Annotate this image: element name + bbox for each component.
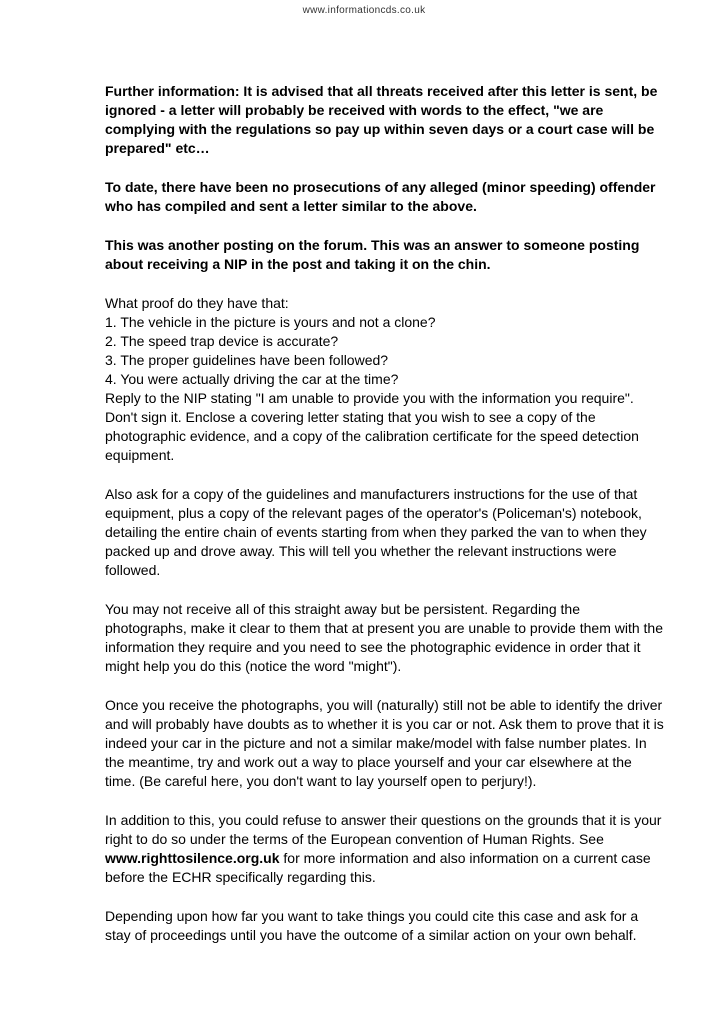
righttosilence-link[interactable]: www.righttosilence.org.uk	[105, 850, 280, 866]
reply-instructions: Reply to the NIP stating "I am unable to provide you with the information you require". Don't sign it. Enclose a covering letter stating that you wish to see a copy of the photographic evidence, and a copy of the calibration certificate for the speed detection equipment.	[105, 390, 639, 463]
list-item: 2. The speed trap device is accurate?	[105, 333, 339, 349]
document-body	[105, 82, 665, 965]
proof-section	[105, 294, 665, 465]
list-item: 4. You were actually driving the car at the time?	[105, 371, 399, 387]
list-item: 3. The proper guidelines have been followed?	[105, 352, 389, 368]
further-information-paragraph: Further information: It is advised that all threats received after this letter is sent, be ignored - a letter will probably be received with words to the effect, "we are complying with the regulations so pay up within seven days or a court case will be prepared" etc…	[105, 83, 658, 156]
stay-of-proceedings-paragraph: Depending upon how far you want to take things you could cite this case and ask for a stay of proceedings until you have the outcome of a similar action on your own behalf.	[105, 908, 639, 943]
no-prosecutions-paragraph: To date, there have been no prosecutions of any alleged (minor speeding) offender who has compiled and sent a letter similar to the above.	[105, 179, 656, 214]
page-header-url: www.informationcds.co.uk	[302, 5, 426, 16]
guidelines-paragraph: Also ask for a copy of the guidelines and manufacturers instructions for the use of that equipment, plus a copy of the relevant pages of the operator's (Policeman's) notebook, detailing the entire chain of events starting from when they parked the van to when they packed up and drove away. This will tell you whether the relevant instructions were followed.	[105, 486, 647, 578]
human-rights-paragraph	[105, 811, 665, 887]
forum-posting-paragraph: This was another posting on the forum. This was an answer to someone posting about receiving a NIP in the post and taking it on the chin.	[105, 237, 640, 272]
human-rights-text-after: for more information and also information on a current case before the ECHR specifically regarding this.	[105, 850, 651, 885]
persistence-paragraph: You may not receive all of this straight away but be persistent. Regarding the photographs, make it clear to them that at present you are unable to provide them with the information they require and you need to see the photographic evidence in order that it might help you do this (notice the word "might").	[105, 601, 663, 674]
photographs-paragraph: Once you receive the photographs, you will (naturally) still not be able to identify the driver and will probably have doubts as to whether it is you car or not. Ask them to prove that it is indeed your car in the picture and not a similar make/model with false number plates. In the meantime, try and work out a way to place yourself and your car elsewhere at the time. (Be careful here, you don't want to lay yourself open to perjury!).	[105, 697, 664, 789]
human-rights-text-before: In addition to this, you could refuse to answer their questions on the grounds that it is your right to do so under the terms of the European convention of Human Rights. See	[105, 812, 662, 847]
proof-intro: What proof do they have that:	[105, 295, 289, 311]
list-item: 1. The vehicle in the picture is yours and not a clone?	[105, 314, 436, 330]
